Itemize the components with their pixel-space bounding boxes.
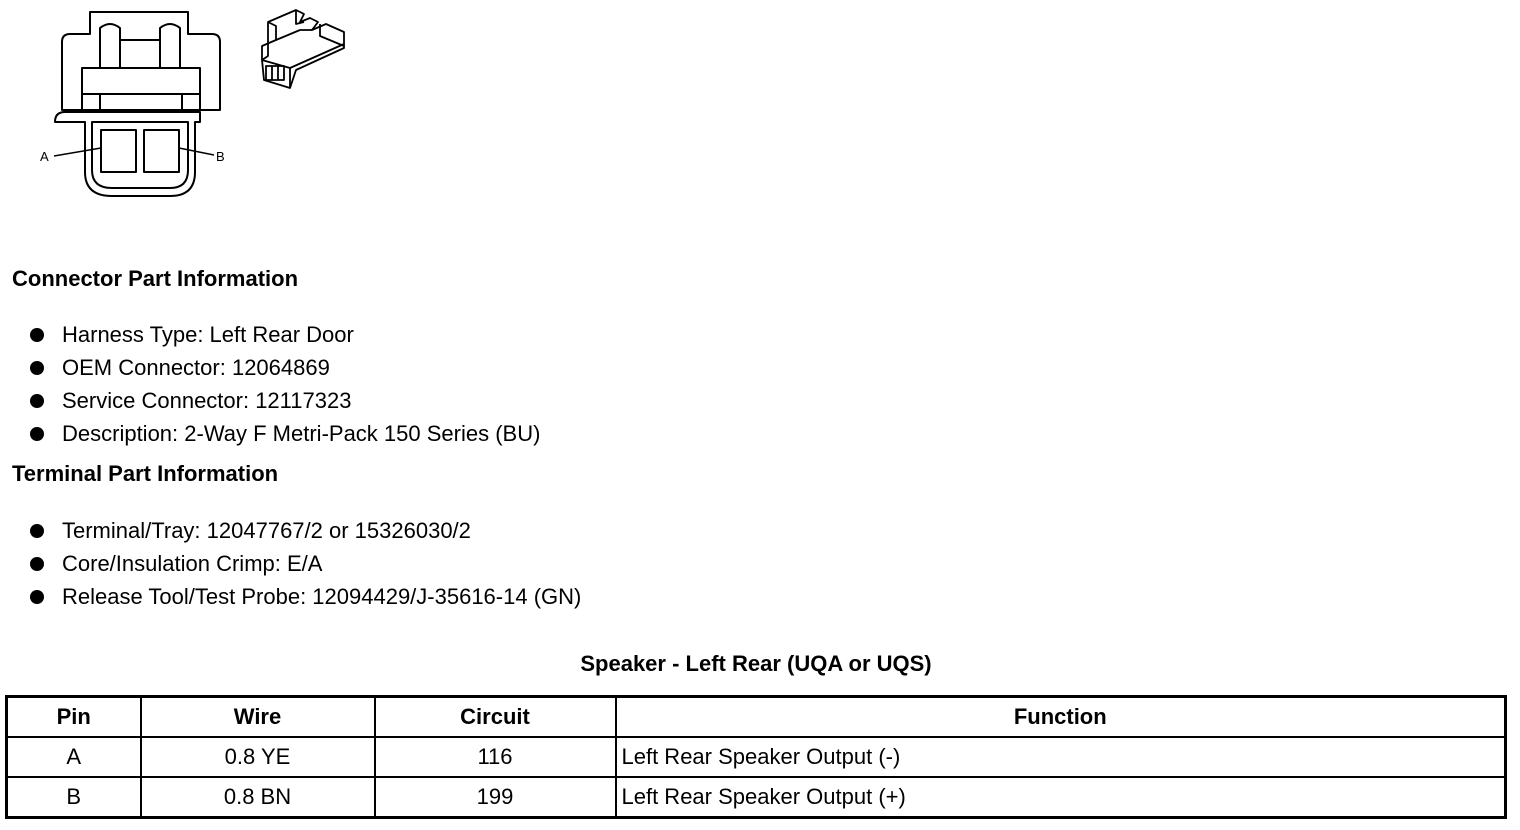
terminal-info-heading: Terminal Part Information (12, 461, 279, 486)
header-pin: Pin (7, 697, 141, 738)
bullet-icon (30, 524, 44, 538)
connector-info-heading: Connector Part Information (12, 266, 299, 291)
list-item: OEM Connector: 12064869 (30, 351, 540, 384)
list-item: Service Connector: 12117323 (30, 384, 540, 417)
cell-wire: 0.8 YE (141, 737, 375, 777)
cell-pin: B (7, 777, 141, 818)
bullet-icon (30, 328, 44, 342)
cell-function: Left Rear Speaker Output (+) (616, 777, 1506, 818)
pin-label-a: A (40, 149, 49, 164)
cell-circuit: 116 (375, 737, 616, 777)
bullet-icon (30, 394, 44, 408)
connector-housing (62, 12, 220, 110)
header-function: Function (616, 697, 1506, 738)
cell-function: Left Rear Speaker Output (-) (616, 737, 1506, 777)
connector-isometric-view (262, 10, 344, 88)
list-item: Core/Insulation Crimp: E/A (30, 547, 581, 580)
cell-circuit: 199 (375, 777, 616, 818)
connector-latch (82, 68, 200, 94)
pin-label-b: B (216, 149, 225, 164)
bullet-icon (30, 590, 44, 604)
header-circuit: Circuit (375, 697, 616, 738)
header-wire: Wire (141, 697, 375, 738)
list-item: Terminal/Tray: 12047767/2 or 15326030/2 (30, 514, 581, 547)
cell-pin: A (7, 737, 141, 777)
bullet-icon (30, 361, 44, 375)
bullet-icon (30, 557, 44, 571)
cavity-b (144, 130, 179, 172)
connector-info-list (30, 318, 540, 450)
connector-illustration (30, 6, 360, 206)
table-row (7, 777, 1506, 818)
bullet-icon (30, 427, 44, 441)
cavity-a (101, 130, 136, 172)
pinout-table (5, 695, 1507, 819)
terminal-info-list (30, 514, 581, 613)
list-item: Release Tool/Test Probe: 12094429/J-35616-14 (GN) (30, 580, 581, 613)
list-item: Description: 2-Way F Metri-Pack 150 Series (BU) (30, 417, 540, 450)
list-item: Harness Type: Left Rear Door (30, 318, 540, 351)
table-header-row (7, 697, 1506, 738)
cell-wire: 0.8 BN (141, 777, 375, 818)
table-row (7, 737, 1506, 777)
table-title: Speaker - Left Rear (UQA or UQS) (580, 651, 932, 676)
